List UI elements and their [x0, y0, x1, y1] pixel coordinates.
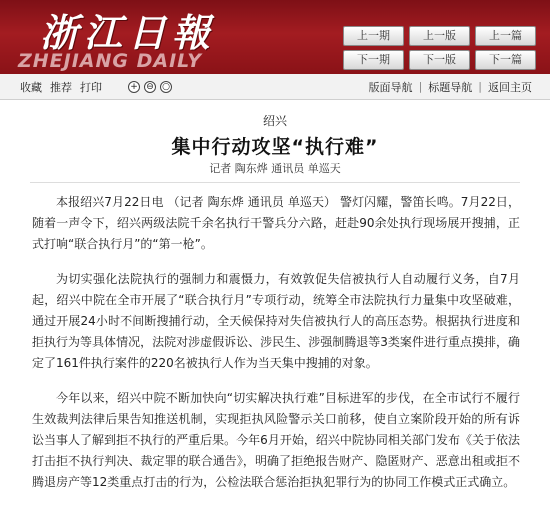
home-link[interactable]: 返回主页 [488, 80, 532, 94]
print-link[interactable]: 打印 [80, 80, 102, 94]
separator: | [478, 80, 482, 93]
article-body [32, 192, 520, 507]
title-nav-link[interactable]: 标题导航 [428, 80, 473, 94]
article-byline: 记者 陶东烨 通讯员 单巡天 [209, 162, 341, 175]
masthead-subtitle: ZHEJIANG DAILY [18, 50, 203, 72]
recommend-link[interactable]: 推荐 [50, 80, 72, 94]
article-toolbar [0, 74, 550, 100]
masthead-logo: 浙江日報 [40, 10, 217, 55]
next-page-button[interactable]: 下一版 [409, 50, 470, 70]
article-paragraph: 今年以来，绍兴中院不断加快向“切实解决执行难”目标进军的步伐，在全市试行不履行生效裁判法律后果告知推送机制，实现拒执风险警示关口前移，使自立案阶段开始的所有诉讼当事人了解到拒不执行的严重后果。今年6月开始，绍兴中院协同相关部门发布《关于依法打击拒不执行判决、裁定罪的联合通告》，明确了拒绝报告财产、隐匿财产、恶意出租或拒不腾退房产等12类重点打击的行为，公检法联合惩治拒执犯罪行为的协同工作模式正式确立。 [32, 391, 520, 489]
zoom-controls [128, 81, 172, 93]
separator: | [418, 80, 423, 93]
next-article-button[interactable]: 下一篇 [475, 50, 536, 70]
prev-issue-button[interactable]: 上一期 [343, 26, 404, 46]
issue-navigation [343, 26, 536, 70]
column-label: 绍兴 [262, 114, 287, 128]
layout-nav-link[interactable]: 版面导航 [368, 80, 413, 94]
zoom-reset-icon[interactable]: ○ [160, 81, 172, 93]
zoom-out-icon[interactable]: ⊖ [144, 81, 156, 93]
article-title: 集中行动攻坚“执行难” [171, 136, 379, 158]
next-issue-button[interactable]: 下一期 [343, 50, 404, 70]
prev-article-button[interactable]: 上一篇 [475, 26, 536, 46]
header-banner [0, 0, 550, 74]
favorite-link[interactable]: 收藏 [20, 80, 42, 94]
article-paragraph: 为切实强化法院执行的强制力和震慑力，有效敦促失信被执行人自动履行义务，自7月起，绍兴中院在全市开展了“联合执行月”专项行动，统筹全市法院执行力量集中攻坚破难，通过开展24小时不间断搜捕行动，全天候保持对失信被执行人的高压态势。根据执行进度和拒执行为等具体情况，法院对涉虚假诉讼、涉民生、涉强制腾退等3类案件进行重点摸排，确定了161件执行案件的220名被执行人作为当天集中搜捕的对象。 [32, 272, 520, 370]
divider [30, 182, 520, 183]
prev-page-button[interactable]: 上一版 [409, 26, 470, 46]
article-paragraph: 本报绍兴7月22日电 （记者 陶东烨 通讯员 单巡天） 警灯闪耀，警笛长鸣。7月22日，随着一声令下，绍兴两级法院千余名执行干警兵分六路，赶赴90余处执行现场展开搜捕，正式打响“联合执行月”的“第一枪”。 [32, 195, 520, 251]
zoom-in-icon[interactable]: + [128, 81, 140, 93]
